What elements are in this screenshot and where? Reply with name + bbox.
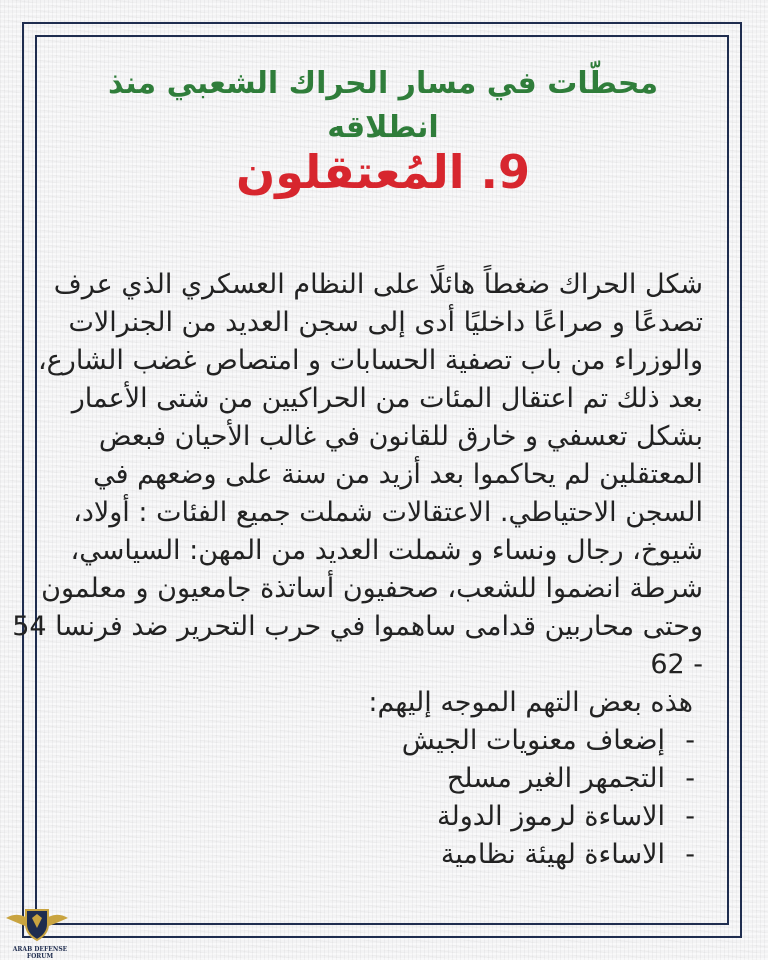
section-title: 9. المُعتقلون bbox=[235, 145, 531, 199]
charges-intro: هذه بعض التهم الموجه إليهم: bbox=[368, 687, 693, 718]
paragraph-line: شكل الحراك ضغطاً هائلًا على النظام العسكري الذي عرف bbox=[53, 269, 703, 300]
list-item bbox=[55, 836, 695, 874]
bullet-dash: - bbox=[685, 839, 695, 870]
paragraph-line: شرطة انضموا للشعب، صحفيون أساتذة جامعيون و معلمون bbox=[41, 573, 703, 604]
forum-logo-caption: ARAB DEFENSE FORUM bbox=[12, 946, 68, 960]
page-title: محطّات في مسار الحراك الشعبي منذ انطلاقه bbox=[107, 66, 659, 145]
paragraph-line: السجن الاحتياطي. الاعتقالات شملت جميع الفئات : أولاد، bbox=[73, 497, 703, 528]
charge-text: الاساءة لرموز الدولة bbox=[437, 801, 665, 832]
charge-text: التجمهر الغير مسلح bbox=[446, 763, 665, 794]
paragraph-line: المعتقلين لم يحاكموا بعد أزيد من سنة على وضعهم في bbox=[93, 459, 703, 490]
list-item bbox=[55, 798, 695, 836]
bullet-dash: - bbox=[685, 763, 695, 794]
paragraph-line: بشكل تعسفي و خارق للقانون في غالب الأحيان فبعض bbox=[98, 421, 703, 452]
list-item bbox=[55, 760, 695, 798]
paragraph-line: - 62 bbox=[650, 649, 703, 680]
paragraph-line: بعد ذلك تم اعتقال المئات من الحراكيين من شتى الأعمار bbox=[71, 383, 703, 414]
paragraph-line: شيوخ، رجال ونساء و شملت العديد من المهن: السياسي، bbox=[70, 535, 703, 566]
paragraph-line: تصدعًا و صراعًا داخليًا أدى إلى سجن العديد من الجنرالات bbox=[68, 307, 703, 338]
charge-text: إضعاف معنويات الجيش bbox=[401, 725, 665, 756]
article-body bbox=[12, 266, 703, 874]
paragraph-line: والوزراء من باب تصفية الحسابات و امتصاص غضب الشارع، bbox=[37, 345, 703, 376]
charges-list bbox=[55, 722, 703, 874]
bullet-dash: - bbox=[685, 725, 695, 756]
charge-text: الاساءة لهيئة نظامية bbox=[440, 839, 665, 870]
bullet-dash: - bbox=[685, 801, 695, 832]
paragraph-line: وحتى محاربين قدامى ساهموا في حرب التحرير ضد فرنسا 54 bbox=[12, 611, 703, 642]
list-item bbox=[55, 722, 695, 760]
